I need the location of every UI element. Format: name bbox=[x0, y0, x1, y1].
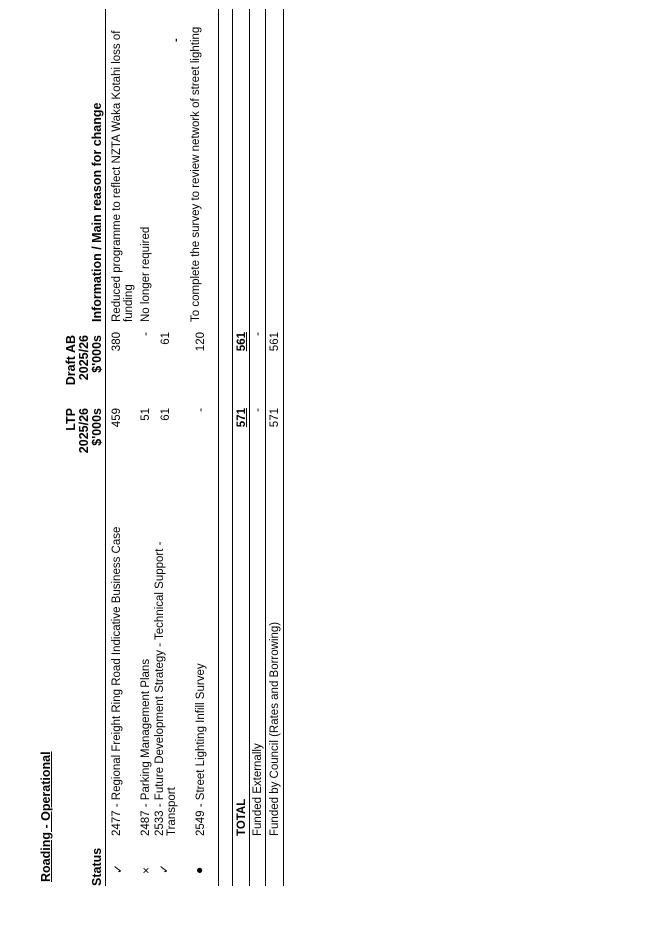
row-ltp-value: 459 bbox=[111, 408, 123, 428]
row-info: No longer required bbox=[140, 226, 152, 322]
header-draft-line1: Draft AB bbox=[64, 335, 78, 386]
row-draft-value: - bbox=[140, 332, 152, 336]
row-ltp-value: 61 bbox=[160, 408, 172, 421]
row-draft-value: 380 bbox=[111, 332, 123, 352]
row-draft-value: 61 bbox=[160, 332, 172, 345]
total-draft: 561 bbox=[236, 332, 248, 352]
row-info: Reduced programme to reflect NZTA Waka Kotahi loss of funding bbox=[111, 30, 135, 322]
header-info: Information / Main reason for change bbox=[90, 102, 104, 322]
header-ltp bbox=[65, 408, 104, 488]
total-ltp: 571 bbox=[236, 408, 248, 428]
page-title: Roading - Operational bbox=[39, 751, 53, 882]
header-draft-line3: $'000s bbox=[90, 335, 104, 373]
header-draft bbox=[65, 335, 104, 415]
total-rule-top bbox=[232, 9, 233, 886]
check-icon: ✓ bbox=[157, 863, 171, 874]
funded-by-council-draft: 561 bbox=[269, 332, 281, 352]
funded-externally-label: Funded Externally bbox=[252, 743, 264, 836]
table-end-rule bbox=[283, 9, 284, 886]
row-draft-value: 120 bbox=[195, 332, 207, 352]
header-rule bbox=[105, 9, 106, 886]
rows-end-rule bbox=[218, 9, 219, 886]
total-rule-bottom bbox=[249, 9, 250, 886]
row-description: 2477 - Regional Freight Ring Road Indicative Business Case bbox=[111, 526, 123, 836]
funded-externally-rule bbox=[265, 9, 266, 886]
check-icon: ✓ bbox=[111, 863, 125, 874]
funded-externally-draft: - bbox=[252, 332, 264, 336]
row-ltp-value: - bbox=[195, 408, 207, 412]
header-ltp-line1: LTP bbox=[64, 408, 78, 431]
row-description: 2533 - Future Development Strategy - Technical Support - Transport bbox=[154, 541, 178, 836]
row-ltp-value: 51 bbox=[140, 408, 152, 421]
header-ltp-line3: $'000s bbox=[90, 408, 104, 446]
cross-icon: × bbox=[139, 866, 153, 874]
header-draft-line2: 2025/26 bbox=[77, 335, 91, 381]
total-label: TOTAL bbox=[236, 798, 248, 836]
row-description: 2549 - Street Lighting Infill Survey bbox=[195, 663, 207, 836]
funded-by-council-label: Funded by Council (Rates and Borrowing) bbox=[269, 621, 281, 836]
row-info: To complete the survey to review network of street lighting bbox=[190, 26, 202, 322]
stray-mark: - bbox=[170, 38, 182, 42]
header-status: Status bbox=[90, 847, 104, 886]
funded-externally-ltp: - bbox=[252, 408, 264, 412]
bullet-icon: ● bbox=[192, 866, 206, 874]
header-ltp-line2: 2025/26 bbox=[77, 408, 91, 454]
row-description: 2487 - Parking Management Plans bbox=[140, 658, 152, 836]
funded-by-council-ltp: 571 bbox=[269, 408, 281, 428]
